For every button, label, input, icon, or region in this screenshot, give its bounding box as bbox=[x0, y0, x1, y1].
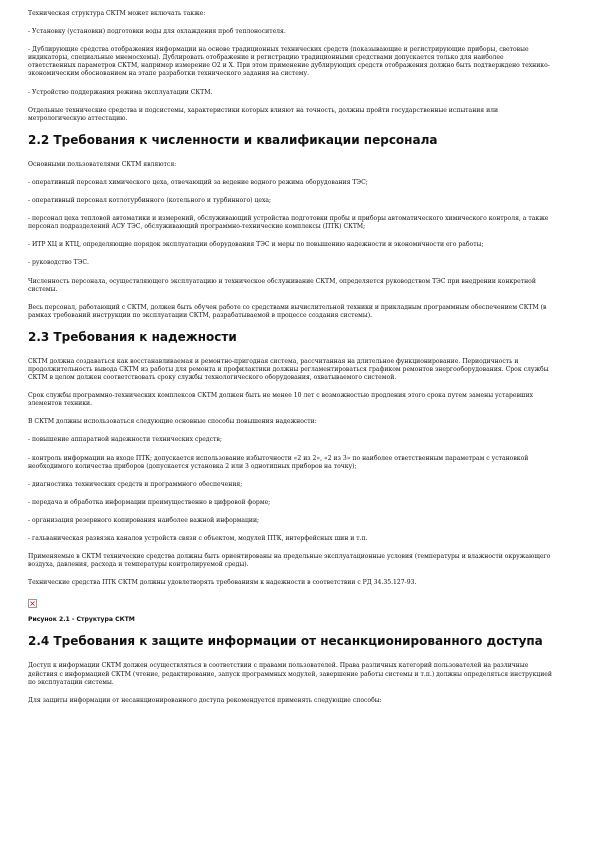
section-heading-2-4: 2.4 Требования к защите информации от несанкционированного доступа bbox=[28, 634, 543, 649]
paragraph: Численность персонала, осуществляющего эксплуатацию и техническое обслуживание СКТМ, определяется руководством ТЭС при внедрении конкретной системы. bbox=[28, 277, 536, 293]
list-item: - персонал цеха тепловой автоматики и измерений, обслуживающий устройства подготовки пробы и приборы автоматического химического контроля, а также персонал подразделений АСУ ТЭС, обслуживающий программно-технические комплексы (ПТК) СКТМ; bbox=[28, 215, 549, 231]
list-item: - оперативный персонал химического цеха, отвечающий за ведение водного режима оборудования ТЭС; bbox=[28, 178, 368, 186]
list-item: - передача и обработка информации преимущественно в цифровой форме; bbox=[28, 498, 271, 506]
paragraph: В СКТМ должны использоваться следующие основные способы повышения надежности: bbox=[28, 418, 317, 426]
list-item: - руководство ТЭС. bbox=[28, 259, 89, 267]
list-item: - гальваническая развязка каналов устройств связи с объектом, модулей ПТК, интерфейсных шин и т.п. bbox=[28, 535, 368, 542]
list-item: - организация резервного копирования наиболее важной информации; bbox=[28, 516, 260, 524]
paragraph: Для защиты информации от несанкционированного доступа рекомендуется применять следующие способы: bbox=[28, 696, 382, 704]
broken-image-icon: × bbox=[29, 599, 36, 609]
list-item: - Дублирующие средства отображения информации на основе традиционных технических средств (показывающие и регистрирующие приборы, световые индикаторы, специальные мнемосхемы). Дублировать отображение и регистрацию традиционными средствами допускается только для наиболее ответственных параметров СКТМ, например измерение O2 и Х. При этом применение дублирующих средств отображения должно быть подтверждено технико-экономическим обоснованием на этапе разработки технического задания на систему. bbox=[28, 46, 550, 78]
paragraph: Основными пользователями СКТМ являются: bbox=[28, 160, 177, 168]
list-item: - оперативный персонал котлотурбинного (котельного и турбинного) цеха; bbox=[28, 197, 272, 205]
list-item: - Установку (установки) подготовки воды для охлаждения проб теплоносителя. bbox=[28, 28, 286, 36]
list-item: - диагностика технических средств и программного обеспечения; bbox=[28, 480, 243, 488]
intro-text: Техническая структура СКТМ может включать также: bbox=[28, 10, 206, 17]
section-heading-2-3: 2.3 Требования к надежности bbox=[28, 329, 237, 344]
paragraph: Срок службы программно-технических комплексов СКТМ должен быть не менее 10 лет с возможностью продления этого срока путем замены устаревших элементов техники. bbox=[28, 392, 534, 408]
list-item: - повышение аппаратной надежности технических средств; bbox=[28, 436, 222, 444]
paragraph: Отдельные технические средства и подсистемы, характеристики которых влияют на точность, должны пройти государственные испытания или метрологическую аттестацию. bbox=[28, 106, 499, 122]
paragraph: Применяемые в СКТМ технические средства должны быть ориентированы на предельные эксплуатационные условия (температуры и влажности окружающего воздуха, давления, расхода и температуры контролируемой среды). bbox=[28, 553, 551, 569]
list-item: - ИТР ХЦ и КТЦ, определяющие порядок эксплуатации оборудования ТЭС и меры по повышению надежности и экономичности его работы; bbox=[28, 241, 484, 249]
figure-caption: Рисунок 2.1 - Структура СКТМ bbox=[28, 616, 135, 624]
paragraph: Технические средства ПТК СКТМ должны удовлетворять требованиям к надежности в соответствии с РД 34.35.127-93. bbox=[28, 579, 417, 587]
paragraph: Весь персонал, работающий с СКТМ, должен быть обучен работе со средствами вычислительной техники и прикладным программным обеспечением СКТМ (в рамках требований инструкции по эксплуатации СКТМ, разрабатываемой в процессе создания системы). bbox=[28, 303, 547, 319]
list-item: - Устройство поддержания режима эксплуатации СКТМ. bbox=[28, 88, 213, 96]
paragraph: СКТМ должна создаваться как восстанавливаемая и ремонтно-пригодная система, рассчитанная на длительное функционирование. Периодичность и продолжительность вывода СКТМ из работы для ремонта и профилактики должны регламентироваться графиком ремонтов энергооборудования. Срок службы СКТМ в целом должен соответствовать сроку службы технологического оборудования, охватываемого системой. bbox=[28, 357, 549, 382]
paragraph: Доступ к информации СКТМ должен осуществляться в соответствии с правами пользователей. Права различных категорий пользователей на различные действия с информацией СКТМ (чтение, редактирование, запуск программных модулей, завершение работы системы и т.п.) должны определяться инструкцией по эксплуатации системы. bbox=[28, 662, 552, 686]
section-heading-2-2: 2.2 Требования к численности и квалификации персонала bbox=[28, 132, 438, 147]
list-item: - контроль информации на входе ПТК; допускается использование избыточности «2 из 2», «2 из 3» по наиболее ответственным параметрам с установкой необходимого количества приборов (допускается установка 2 или 3 однотипных приборов на точку); bbox=[28, 454, 529, 470]
